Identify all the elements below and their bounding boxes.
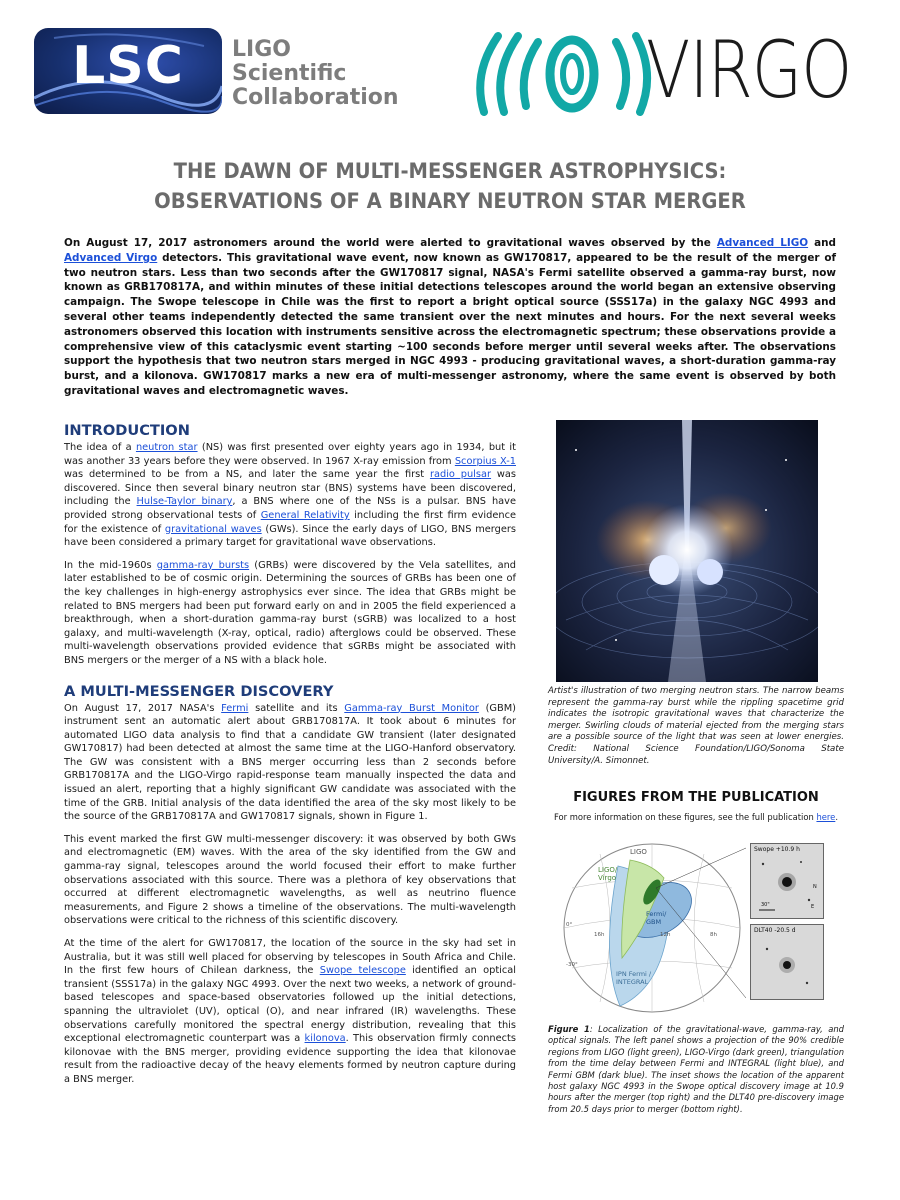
link-fermi[interactable]: Fermi (221, 702, 249, 714)
neutron-star-merger-illustration (556, 420, 818, 682)
artwork-caption: Artist's illustration of two merging neutron stars. The narrow beams represent the gamma-ray burst while the rippling spacetime grid indicates the isotropic gravitational waves that characterize the merger. Swirling clouds of material ejected from the merging stars are a possible source of the light that was seen at lower energies. Credit: National Science Foundation/LIGO/Sonoma State University/A. Simonnet. (548, 686, 844, 766)
discovery-heading: A MULTI-MESSENGER DISCOVERY (64, 682, 334, 700)
text: For more information on these figures, see the full publication (553, 812, 817, 822)
text: (NS) was first presented over eighty years ago in 1934, but it was another 33 years before they were observed. In 1967 X-ray emission from (64, 442, 516, 467)
virgo-wordmark: VIRGO (646, 26, 852, 116)
text: (GWs). Since the early days of LIGO, BNS mergers have been considered a primary target for gravitational wave observations. (64, 523, 516, 549)
text: was discovered. Since then several binary neutron star (BNS) systems have been discovered, including the (64, 469, 517, 508)
link-advanced-virgo[interactable]: Advanced Virgo (64, 251, 158, 264)
map-label-ra: 12h (660, 932, 671, 938)
text: . (835, 812, 838, 822)
map-label-dec: -30° (566, 962, 578, 968)
map-label-dec: 0° (566, 922, 573, 928)
map-label-ra: 16h (594, 932, 605, 938)
figures-heading: FIGURES FROM THE PUBLICATION (573, 790, 819, 805)
text: was determined to be from a NS, and later the same year the first (64, 469, 430, 481)
figure-1-caption-text: : Localization of the gravitational-wave, gamma-ray, and optical signals. The left panel shows a projection of the 90% credible regions from LIGO (light green), LIGO-Virgo (dark green), triangulation from the time delay between Fermi and INTEGRAL (light blue), and Fermi GBM (dark blue). The inset shows the location of the apparent host galaxy NGC 4993 in the Swope optical discovery image at 10.9 hours after the merger (top right) and the DLT40 pre-discovery image from 20.5 days prior to merger (bottom right). (548, 1024, 844, 1114)
text: including the first firm evidence for the existence of (64, 509, 516, 535)
inset-bottom-label: DLT40 -20.5 d (754, 927, 796, 934)
discovery-paragraph-2: This event marked the first GW multi-messenger discovery: it was observed by both GWs and electromagnetic (EM) waves. With the area of the sky identified from the GW and gamma-ray signal, telescopes around the world focused their effort to make further observations associated with this source. There was a plethora of key observations that occurred at different electromagnetic wavelengths, as well as neutrino fluence measurements, and Figure 2 shows a timeline of the observations. The multi-wavelength observations were critical to the richness of this scientific discovery. (64, 833, 516, 927)
map-label-ipn: INTEGRAL (616, 978, 649, 986)
sky-localization-map (560, 838, 746, 1018)
swope-inset-image (750, 843, 824, 919)
link-kilonova[interactable]: kilonova (304, 1033, 346, 1045)
text: (GBM) instrument sent an automatic alert about GRB170817A. It took about 6 minutes for automated LIGO data analysis to find that a candidate GW transient (later designated GW170817) had been detected at almost the same time at the LIGO-Hanford observatory. The GW was consistent with a BNS merger occurring less than 2 seconds before GRB170817A and the LIGO-Virgo rapid-response team manually inspected the data and issued an alert, reporting that a highly significant GW candidate was associated with the time of the GRB. Initial analysis of the data identified the area of the sky most likely to be the source of the GRB170817A and GW170817 signals, shown in Figure 1. (64, 702, 516, 823)
link-scorpius-x1[interactable]: Scorpius X-1 (454, 455, 516, 467)
inset-scale-label: 30" (761, 902, 770, 908)
text: On August 17, 2017 NASA's (64, 702, 222, 714)
text: . This observation firmly connects kilonovae with the BNS merger, providing evidence supporting the idea that kilonovae result from the radioactive decay of the heavy elements formed by neutron capture during a BNS merger. (64, 1033, 516, 1085)
map-label-ipn: IPN Fermi / (616, 970, 652, 978)
lsc-name-line: Collaboration (232, 85, 399, 110)
link-swope-telescope[interactable]: Swope telescope (319, 965, 406, 977)
abstract-text: On August 17, 2017 astronomers around the world were alerted to gravitational waves observed by the (64, 237, 717, 249)
inset-north-label: N (813, 884, 817, 890)
abstract-text: detectors. This gravitational wave event, now known as GW170817, appeared to be the result of the merger of two neutron stars. Less than two seconds after the GW170817 signal, NASA's Fermi satellite observed a gamma-ray burst, now known as GRB170817A, and within minutes of these initial detections telescopes around the world began an extensive observing campaign. The Swope telescope in Chile was the first to report a bright optical source (SSS17a) in the galaxy NGC 4993 and several other teams independently detected the same transient over the next minutes and hours. For the next several weeks astronomers observed this location with instruments sensitive across the electromagnetic spectrum; these observations provide a comprehensive view of this cataclysmic event starting ~100 seconds before merger until several weeks after. The observations support the hypothesis that two neutron stars merged in NGC 4993 - producing gravitational waves, a short-duration gamma-ray burst, and a kilonova. GW170817 marks a new era of multi-messenger astronomy, where the same event is observed by both gravitational waves and electromagnetic waves. (64, 251, 836, 397)
map-label-ra: 8h (710, 932, 717, 938)
abstract-text: and (808, 237, 836, 249)
map-label-ligo: LIGO (630, 848, 647, 856)
figures-info (548, 812, 844, 822)
link-gravitational-waves[interactable]: gravitational waves (164, 523, 262, 535)
inset-top-label: Swope +10.9 h (754, 846, 800, 853)
link-full-publication[interactable]: here (816, 812, 836, 822)
link-gamma-ray-bursts[interactable]: gamma-ray bursts (156, 559, 250, 571)
title-line: THE DAWN OF MULTI-MESSENGER ASTROPHYSICS: (173, 159, 727, 183)
dlt40-inset-image (750, 924, 824, 1000)
text: identified an optical transient (SSS17a) in the galaxy NGC 4993. Over the next two weeks, a network of ground-based telescopes and space-based observatories followed up the initial detections, spanning the ultraviolet (UV), optical (O), and near infrared (IR) wavelengths. These observations carefully monitored the spectral energy distribution, revealing that this exceptional electromagnetic counterpart was a (64, 965, 516, 1045)
lsc-name-line: LIGO (232, 37, 291, 62)
intro-heading: INTRODUCTION (64, 422, 190, 439)
figure-1-label: Figure 1 (548, 1024, 590, 1034)
map-label-fermi-gbm: Fermi/ (646, 910, 667, 918)
swope-inset-stars (751, 844, 823, 918)
discovery-paragraph-3 (64, 937, 516, 1087)
link-gamma-ray-burst-monitor[interactable]: Gamma-ray Burst Monitor (344, 702, 479, 714)
text: satellite and its (248, 702, 345, 714)
intro-paragraph-1 (64, 441, 516, 550)
text: In the mid-1960s (64, 559, 157, 571)
page-title (69, 156, 832, 216)
map-label-ligo-virgo: Virgo (598, 874, 617, 882)
link-hulse-taylor-binary[interactable]: Hulse-Taylor binary (136, 496, 233, 508)
lsc-name (232, 38, 399, 110)
text: , a BNS where one of the NSs is a pulsar. BNS have provided strong observational tests of (64, 496, 516, 521)
left-column (64, 422, 516, 1096)
map-label-ligo-virgo: LIGO/ (598, 866, 618, 874)
lsc-name-line: Scientific (232, 61, 347, 86)
map-label-fermi-gbm: GBM (646, 918, 662, 926)
text: The idea of a (64, 442, 136, 453)
figure-1-caption (548, 1024, 844, 1115)
link-general-relativity[interactable]: General Relativity (260, 509, 350, 521)
link-advanced-ligo[interactable]: Advanced LIGO (716, 237, 809, 249)
inset-east-label: E (811, 904, 815, 910)
link-neutron-star[interactable]: neutron star (135, 442, 198, 453)
lsc-logo-text: LSC (72, 36, 184, 96)
lsc-logo (34, 28, 222, 114)
discovery-paragraph-1 (64, 702, 516, 824)
dlt40-inset-stars (751, 925, 823, 999)
intro-paragraph-2 (64, 559, 516, 668)
link-radio-pulsar[interactable]: radio pulsar (429, 469, 492, 481)
title-line: OBSERVATIONS OF A BINARY NEUTRON STAR MERGER (154, 189, 746, 213)
text: At the time of the alert for GW170817, the location of the source in the sky had set in Australia, but it was still well placed for observing by telescopes in South Africa and Chile. In the first few hours of Chilean darkness, the (64, 938, 516, 977)
text: (GRBs) were discovered by the Vela satellites, and later established to be of cosmic origin. Determining the sources of GRBs has been one of the key challenges in high-energy astrophysics ever since. The idea that GRBs might be related to BNS mergers had been put forward early on and in 2005 the field experienced a breakthrough, when a short-duration gamma-ray burst (sGRB) was localized to a host galaxy, and multi-wavelength (X-ray, optical, radio) afterglows could be observed. These multi-wavelength observations provided evidence that sGRBs might be associated with BNS mergers or the merger of a NS with a black hole. (64, 559, 517, 666)
abstract (64, 236, 836, 399)
